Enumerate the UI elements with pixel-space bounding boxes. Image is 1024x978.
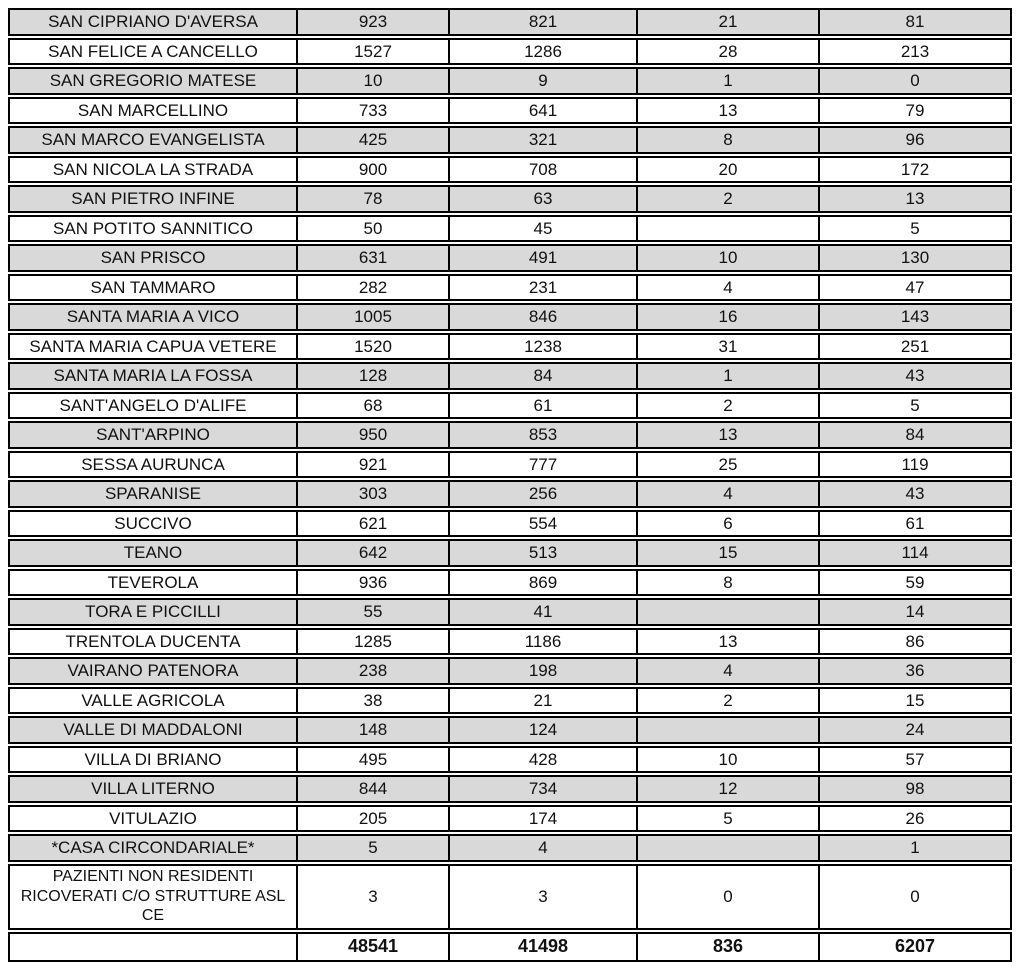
value-cell-3: 21 [638, 10, 820, 34]
value-cell-3: 20 [638, 158, 820, 182]
table-row [8, 775, 1012, 803]
value-cell-2: 708 [450, 158, 638, 182]
table-row [8, 746, 1012, 774]
municipality-name-cell: TORA E PICCILLI [10, 600, 298, 624]
value-cell-3: 4 [638, 276, 820, 300]
value-cell-3: 0 [638, 866, 820, 928]
value-cell-3: 25 [638, 453, 820, 477]
value-cell-4: 213 [900, 41, 930, 61]
value-cell-1: 1285 [298, 630, 450, 654]
value-cell-2: 4 [450, 836, 638, 860]
value-cell-3: 1 [638, 364, 820, 388]
value-cell-4: 13 [905, 189, 925, 209]
value-cell-1: 425 [298, 128, 450, 152]
value-cell-2: 21 [450, 689, 638, 713]
value-cell-1: 1527 [298, 40, 450, 64]
value-cell-3: 8 [638, 571, 820, 595]
value-cell-2: 9 [450, 69, 638, 93]
municipality-name-cell: VALLE AGRICOLA [10, 689, 298, 713]
value-cell-2: 84 [450, 364, 638, 388]
municipality-name-cell: SANTA MARIA A VICO [10, 305, 298, 329]
value-cell-1: 50 [298, 217, 450, 241]
municipality-name-cell: SAN FELICE A CANCELLO [10, 40, 298, 64]
municipality-name-cell: SAN MARCELLINO [10, 99, 298, 123]
value-cell-3: 13 [638, 423, 820, 447]
value-cell-3 [638, 718, 820, 742]
value-cell-4: 5 [910, 395, 920, 415]
value-cell-4: 0 [910, 886, 920, 906]
municipality-name-cell: SAN NICOLA LA STRADA [10, 158, 298, 182]
municipality-name-cell: SAN TAMMARO [10, 276, 298, 300]
value-cell-3: 8 [638, 128, 820, 152]
table-row [8, 451, 1012, 479]
value-cell-4: 59 [905, 572, 925, 592]
totals-value-cell-2: 41498 [450, 934, 638, 960]
value-cell-1: 495 [298, 748, 450, 772]
value-cell-4: 5 [910, 218, 920, 238]
value-cell-2: 231 [450, 276, 638, 300]
value-cell-4: 114 [901, 543, 929, 563]
value-cell-4: 130 [900, 248, 930, 268]
table-row [8, 716, 1012, 744]
table-row [8, 510, 1012, 538]
municipality-name-cell: SAN PIETRO INFINE [10, 187, 298, 211]
value-cell-3: 12 [638, 777, 820, 801]
table-row [8, 38, 1012, 66]
municipality-name-cell: SANT'ANGELO D'ALIFE [10, 394, 298, 418]
value-cell-3: 5 [638, 807, 820, 831]
value-cell-1: 68 [298, 394, 450, 418]
value-cell-3: 4 [638, 482, 820, 506]
municipality-name-cell: TEVEROLA [10, 571, 298, 595]
value-cell-4: 43 [905, 366, 925, 386]
value-cell-4: 119 [901, 454, 929, 474]
value-cell-4: 24 [905, 720, 925, 740]
table-row [8, 392, 1012, 420]
value-cell-2: 1238 [450, 335, 638, 359]
value-cell-1: 78 [298, 187, 450, 211]
value-cell-2: 45 [450, 217, 638, 241]
value-cell-2: 174 [450, 807, 638, 831]
value-cell-4: 15 [905, 690, 925, 710]
table-row [8, 126, 1012, 154]
value-cell-1: 282 [298, 276, 450, 300]
value-cell-2: 846 [450, 305, 638, 329]
value-cell-4: 57 [905, 749, 925, 769]
value-cell-4: 47 [905, 277, 925, 297]
table-row [8, 628, 1012, 656]
value-cell-1: 55 [298, 600, 450, 624]
value-cell-3: 1 [638, 69, 820, 93]
value-cell-4: 61 [905, 513, 925, 533]
totals-label-cell [10, 934, 298, 960]
municipality-name-cell: *CASA CIRCONDARIALE* [10, 836, 298, 860]
value-cell-3 [638, 217, 820, 241]
value-cell-3 [638, 600, 820, 624]
table-row [8, 480, 1012, 508]
table-row [8, 185, 1012, 213]
value-cell-2: 428 [450, 748, 638, 772]
value-cell-2: 124 [450, 718, 638, 742]
value-cell-2: 554 [450, 512, 638, 536]
value-cell-4: 81 [905, 12, 925, 32]
value-cell-2: 63 [450, 187, 638, 211]
value-cell-3: 2 [638, 187, 820, 211]
table-row [8, 97, 1012, 125]
value-cell-1: 238 [298, 659, 450, 683]
value-cell-1: 936 [298, 571, 450, 595]
value-cell-2: 734 [450, 777, 638, 801]
value-cell-1: 38 [298, 689, 450, 713]
value-cell-2: 41 [450, 600, 638, 624]
table-row [8, 864, 1012, 930]
value-cell-4: 0 [910, 71, 920, 91]
value-cell-1: 921 [298, 453, 450, 477]
table-row [8, 569, 1012, 597]
municipality-name-cell: PAZIENTI NON RESIDENTI RICOVERATI C/O STRUTTURE ASL CE [10, 866, 298, 928]
value-cell-2: 321 [450, 128, 638, 152]
value-cell-2: 853 [450, 423, 638, 447]
table-row [8, 303, 1012, 331]
value-cell-4: 96 [905, 130, 925, 150]
value-cell-1: 3 [298, 866, 450, 928]
municipality-name-cell: VILLA LITERNO [10, 777, 298, 801]
table-row [8, 598, 1012, 626]
value-cell-3: 13 [638, 99, 820, 123]
value-cell-4: 172 [900, 159, 930, 179]
municipality-name-cell: SESSA AURUNCA [10, 453, 298, 477]
table-row [8, 8, 1012, 36]
municipality-name-cell: VAIRANO PATENORA [10, 659, 298, 683]
value-cell-1: 900 [298, 158, 450, 182]
municipality-name-cell: TEANO [10, 541, 298, 565]
value-cell-1: 128 [298, 364, 450, 388]
totals-value-cell-1: 48541 [298, 934, 450, 960]
municipality-table [8, 8, 1012, 964]
municipality-name-cell: SPARANISE [10, 482, 298, 506]
value-cell-4: 26 [905, 808, 925, 828]
value-cell-1: 1520 [298, 335, 450, 359]
table-row [8, 333, 1012, 361]
municipality-name-cell: SAN PRISCO [10, 246, 298, 270]
value-cell-3: 10 [638, 748, 820, 772]
value-cell-1: 631 [298, 246, 450, 270]
value-cell-1: 642 [298, 541, 450, 565]
value-cell-1: 1005 [298, 305, 450, 329]
value-cell-3: 13 [638, 630, 820, 654]
table-row [8, 539, 1012, 567]
value-cell-2: 198 [450, 659, 638, 683]
table-row [8, 67, 1012, 95]
value-cell-4: 86 [905, 631, 925, 651]
value-cell-2: 821 [450, 10, 638, 34]
value-cell-1: 844 [298, 777, 450, 801]
table-row [8, 805, 1012, 833]
value-cell-4: 98 [905, 779, 925, 799]
value-cell-3: 10 [638, 246, 820, 270]
municipality-name-cell: SAN CIPRIANO D'AVERSA [10, 10, 298, 34]
value-cell-2: 1186 [450, 630, 638, 654]
municipality-name-cell: SANT'ARPINO [10, 423, 298, 447]
table-row [8, 834, 1012, 862]
value-cell-3 [638, 836, 820, 860]
value-cell-4: 79 [905, 100, 925, 120]
totals-value-cell-3: 836 [638, 934, 820, 960]
table-row [8, 215, 1012, 243]
value-cell-1: 621 [298, 512, 450, 536]
value-cell-1: 10 [298, 69, 450, 93]
municipality-name-cell: VILLA DI BRIANO [10, 748, 298, 772]
municipality-name-cell: SANTA MARIA LA FOSSA [10, 364, 298, 388]
value-cell-2: 256 [450, 482, 638, 506]
value-cell-2: 869 [450, 571, 638, 595]
municipality-name-cell: SANTA MARIA CAPUA VETERE [10, 335, 298, 359]
table-row [8, 657, 1012, 685]
municipality-name-cell: SAN MARCO EVANGELISTA [10, 128, 298, 152]
value-cell-4: 143 [900, 307, 930, 327]
municipality-name-cell: SUCCIVO [10, 512, 298, 536]
value-cell-1: 950 [298, 423, 450, 447]
table-row [8, 362, 1012, 390]
table-row [8, 274, 1012, 302]
value-cell-3: 2 [638, 689, 820, 713]
table-row [8, 687, 1012, 715]
value-cell-2: 61 [450, 394, 638, 418]
table-row [8, 244, 1012, 272]
municipality-name-cell: VITULAZIO [10, 807, 298, 831]
table-row [8, 421, 1012, 449]
value-cell-3: 6 [638, 512, 820, 536]
value-cell-3: 31 [638, 335, 820, 359]
value-cell-4: 1 [910, 838, 920, 858]
value-cell-4: 14 [905, 602, 925, 622]
value-cell-3: 4 [638, 659, 820, 683]
value-cell-3: 2 [638, 394, 820, 418]
value-cell-4: 84 [905, 425, 925, 445]
value-cell-1: 5 [298, 836, 450, 860]
value-cell-1: 205 [298, 807, 450, 831]
value-cell-3: 16 [638, 305, 820, 329]
municipality-name-cell: TRENTOLA DUCENTA [10, 630, 298, 654]
value-cell-2: 1286 [450, 40, 638, 64]
value-cell-2: 491 [450, 246, 638, 270]
value-cell-2: 513 [450, 541, 638, 565]
value-cell-1: 148 [298, 718, 450, 742]
value-cell-4: 36 [905, 661, 925, 681]
municipality-name-cell: VALLE DI MADDALONI [10, 718, 298, 742]
value-cell-3: 28 [638, 40, 820, 64]
table-row [8, 156, 1012, 184]
value-cell-3: 15 [638, 541, 820, 565]
value-cell-1: 303 [298, 482, 450, 506]
totals-value-cell-4: 6207 [894, 936, 936, 957]
totals-row [8, 932, 1012, 962]
value-cell-4: 43 [905, 484, 925, 504]
value-cell-2: 641 [450, 99, 638, 123]
value-cell-1: 733 [298, 99, 450, 123]
municipality-name-cell: SAN GREGORIO MATESE [10, 69, 298, 93]
value-cell-2: 3 [450, 866, 638, 928]
value-cell-1: 923 [298, 10, 450, 34]
municipality-name-cell: SAN POTITO SANNITICO [10, 217, 298, 241]
value-cell-2: 777 [450, 453, 638, 477]
value-cell-4: 251 [900, 336, 930, 356]
